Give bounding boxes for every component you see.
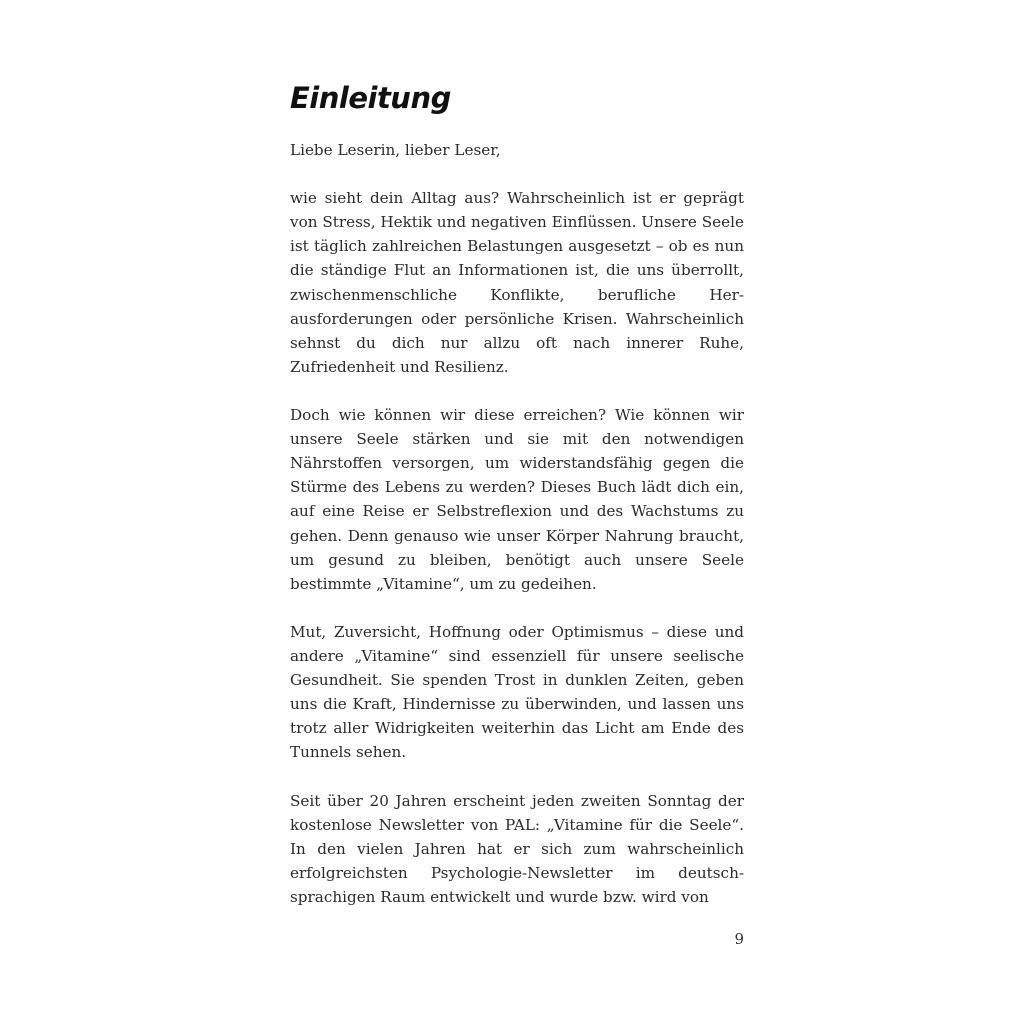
chapter-title: Einleitung [290,81,451,115]
body-text [290,138,744,909]
page-number: 9 [734,930,744,948]
paragraph-1: wie sieht dein Alltag aus? Wahrscheinlich ist er geprägt von Stress, Hektik und negativen Einflüssen. Unsere Seele ist täglich zahlreichen Belastungen ausgesetzt – ob es nun die ständige Flut an Informationen ist, die uns überrollt, zwischenmenschliche Konflikte, berufliche Herausforderungen oder persönliche Krisen. Wahrscheinlich sehnst du dich nur allzu oft nach innerer Ruhe, Zufriedenheit und Resilienz. [290,189,744,376]
paragraph-4: Seit über 20 Jahren erscheint jeden zweiten Sonntag der kostenlose Newsletter von PAL: „Vitamine für die Seele“. In den vielen Jahren hat er sich zum wahrscheinlich erfolgreichsten Psychologie-Newsletter im deutschsprachigen Raum entwickelt und wurde bzw. wird von [290,791,744,906]
paragraph-2: Doch wie können wir diese erreichen? Wie können wir unsere Seele stärken und sie mit den notwendigen Nährstoffen versorgen, um widerstandsfähig gegen die Stürme des Lebens zu werden? Dieses Buch lädt dich ein, auf eine Reise er Selbstreflexion und des Wachstums zu gehen. Denn genauso wie unser Körper Nahrung braucht, um gesund zu bleiben, benötigt auch unsere Seele bestimmte „Vitamine“, um zu gedeihen. [290,406,744,593]
paragraph-3: Mut, Zuversicht, Hoffnung oder Optimismus – diese und andere „Vitamine“ sind essenziell für unsere seelische Gesundheit. Sie spenden Trost in dunklen Zeiten, geben uns die Kraft, Hindernisse zu überwinden, und lassen uns trotz aller Widrigkeiten weiterhin das Licht am Ende des Tunnels sehen. [290,622,744,762]
book-page [290,78,744,958]
salutation: Liebe Leserin, lieber Leser, [290,141,501,159]
